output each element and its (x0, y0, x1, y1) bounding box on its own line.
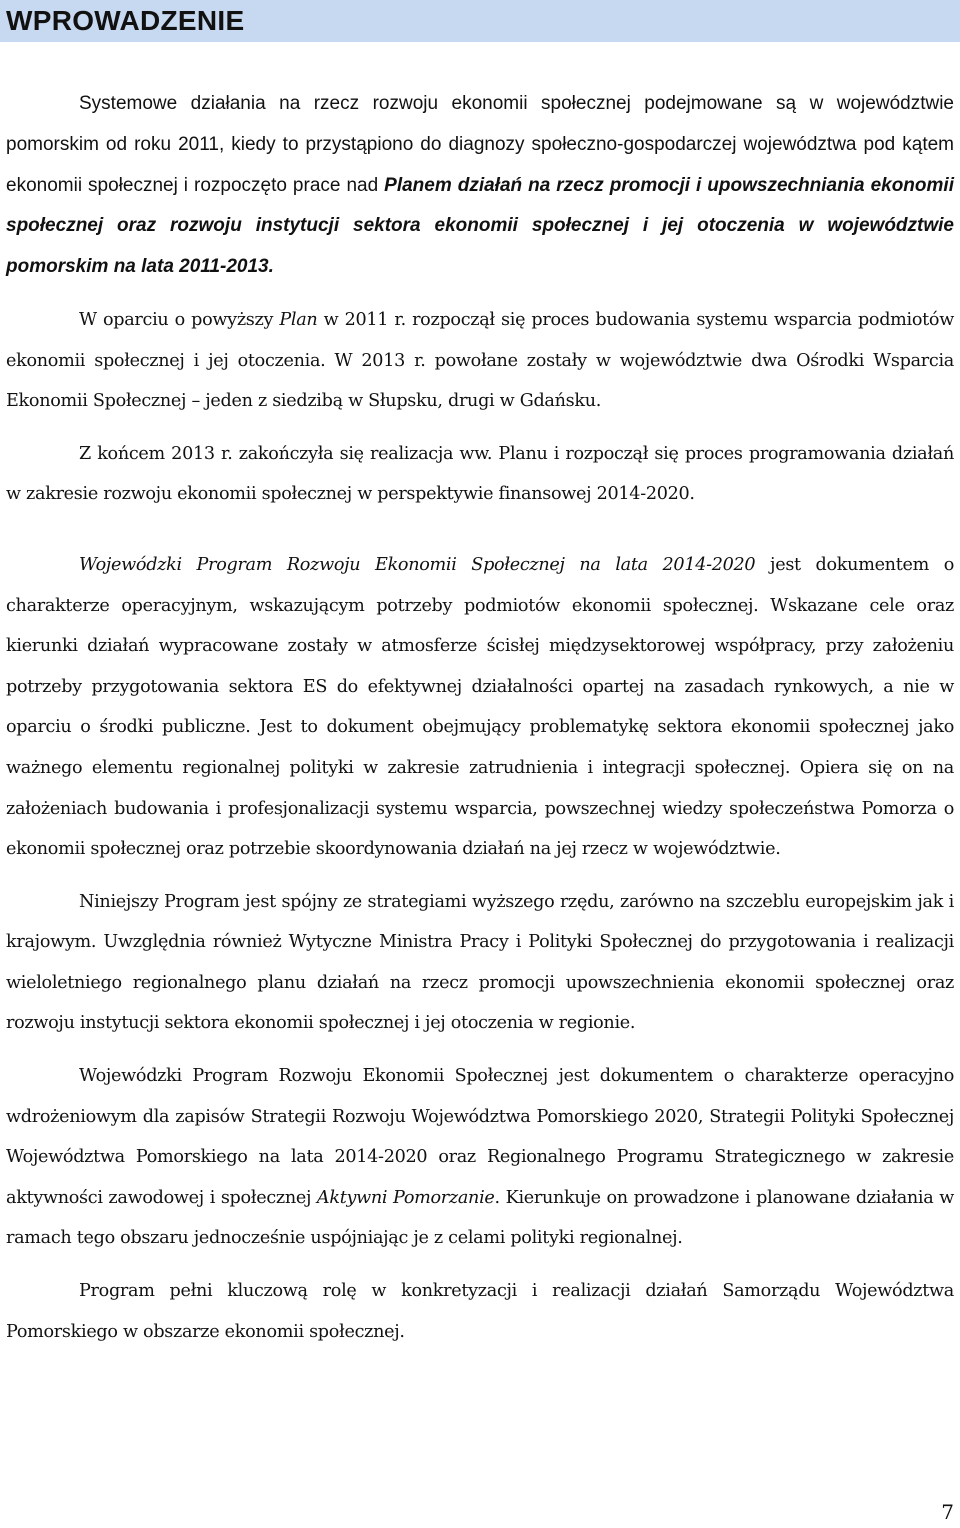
paragraph-strategies (6, 882, 954, 1044)
paragraph-text: Niniejszy Program jest spójny ze strategiami wyższego rzędu, zarówno na szczeblu europejskim jak i krajowym. Uwzględnia również Wytyczne Ministra Pracy i Polityki Społecznej do przygotowania i realizacji wieloletniego regionalnego planu działań na rzecz promocji upowszechnienia ekonomii społecznej oraz rozwoju instytucji sektora ekonomii społecznej i jej otoczenia w regionie. (6, 891, 954, 1034)
paragraph-text: Wojewódzki Program Rozwoju Ekonomii Społecznej jest dokumentem o charakterze operacyjno wdrożeniowym dla zapisów Strategii Rozwoju Województwa Pomorskiego 2020, Strategii Polityki Społecznej Województwa Pomorskiego na lata 2014-2020 oraz Regionalnego Programu Strategicznego w zakresie aktywności zawodowej i społecznej (6, 1066, 954, 1208)
paragraph-end-2013 (6, 434, 954, 515)
paragraph-text: jest dokumentem o charakterze operacyjnym, wskazującym potrzeby podmiotów ekonomii społecznej. Wskazane cele oraz kierunki działań wypracowane zostały w atmosferze ścisłej międzysektorowej współpracy, przy założeniu potrzeby przygotowania sektora ES do efektywnej działalności opartej na zasadach rynkowych, a nie w oparciu o środki publiczne. Jest to dokument obejmujący problematykę sektora ekonomii społecznej jako ważnego elementu regionalnej polityki w zakresie zatrudnienia i integracji społecznej. Opiera się on na założeniach budowania i profesjonalizacji systemu wsparcia, powszechnej wiedzy społeczeństwa Pomorza o ekonomii społecznej oraz potrzebie skoordynowania działań na jej rzecz w województwie. (6, 554, 955, 860)
paragraph-program-description (6, 545, 954, 870)
program-title-italic: Wojewódzki Program Rozwoju Ekonomii Społecznej na lata 2014-2020 (79, 554, 756, 575)
section-heading: WPROWADZENIE (6, 5, 245, 36)
paragraph-plan-2011 (6, 300, 954, 422)
paragraph-operational (6, 1056, 954, 1259)
paragraph-text: . Kierunkuje on prowadzone i planowane działania w ramach tego obszaru jednocześnie uspójniając je z celami polityki regionalnej. (6, 1187, 954, 1249)
program-name-italic: Aktywni Pomorzanie (316, 1187, 495, 1208)
plan-title-italic: Planem działań na rzecz promocji i upowszechniania ekonomii społecznej oraz rozwoju instytucji sektora ekonomii społecznej i jej otoczenia w województwie pomorskim na lata 2011-2013. (6, 174, 954, 278)
document-body (6, 84, 954, 1352)
paragraph-text: Z końcem 2013 r. zakończyła się realizacja ww. Planu i rozpoczął się proces programowania działań w zakresie rozwoju ekonomii społecznej w perspektywie finansowej 2014-2020. (6, 443, 954, 505)
plan-word-italic: Plan (279, 309, 318, 330)
paragraph-text: Systemowe działania na rzecz rozwoju ekonomii społecznej podejmowane są w województwie pomorskim od roku 2011, kiedy to przystąpiono do diagnozy społeczno-gospodarczej województwa pod kątem ekonomii społecznej i rozpoczęto prace nad (6, 93, 954, 196)
paragraph-text: w 2011 r. rozpoczął się proces budowania systemu wsparcia podmiotów ekonomii społecznej i jej otoczenia. W 2013 r. powołane zostały w województwie dwa Ośrodki Wsparcia Ekonomii Społecznej – jeden z siedzibą w Słupsku, drugi w Gdańsku. (6, 309, 954, 412)
section-heading-bar (0, 0, 960, 42)
paragraph-text: Program pełni kluczową rolę w konkretyzacji i realizacji działań Samorządu Województwa Pomorskiego w obszarze ekonomii społecznej. (6, 1281, 954, 1342)
paragraph-key-role (6, 1271, 954, 1352)
page-number: 7 (941, 1500, 954, 1524)
paragraph-text: W oparciu o powyższy (79, 309, 280, 330)
paragraph-intro (6, 84, 954, 288)
